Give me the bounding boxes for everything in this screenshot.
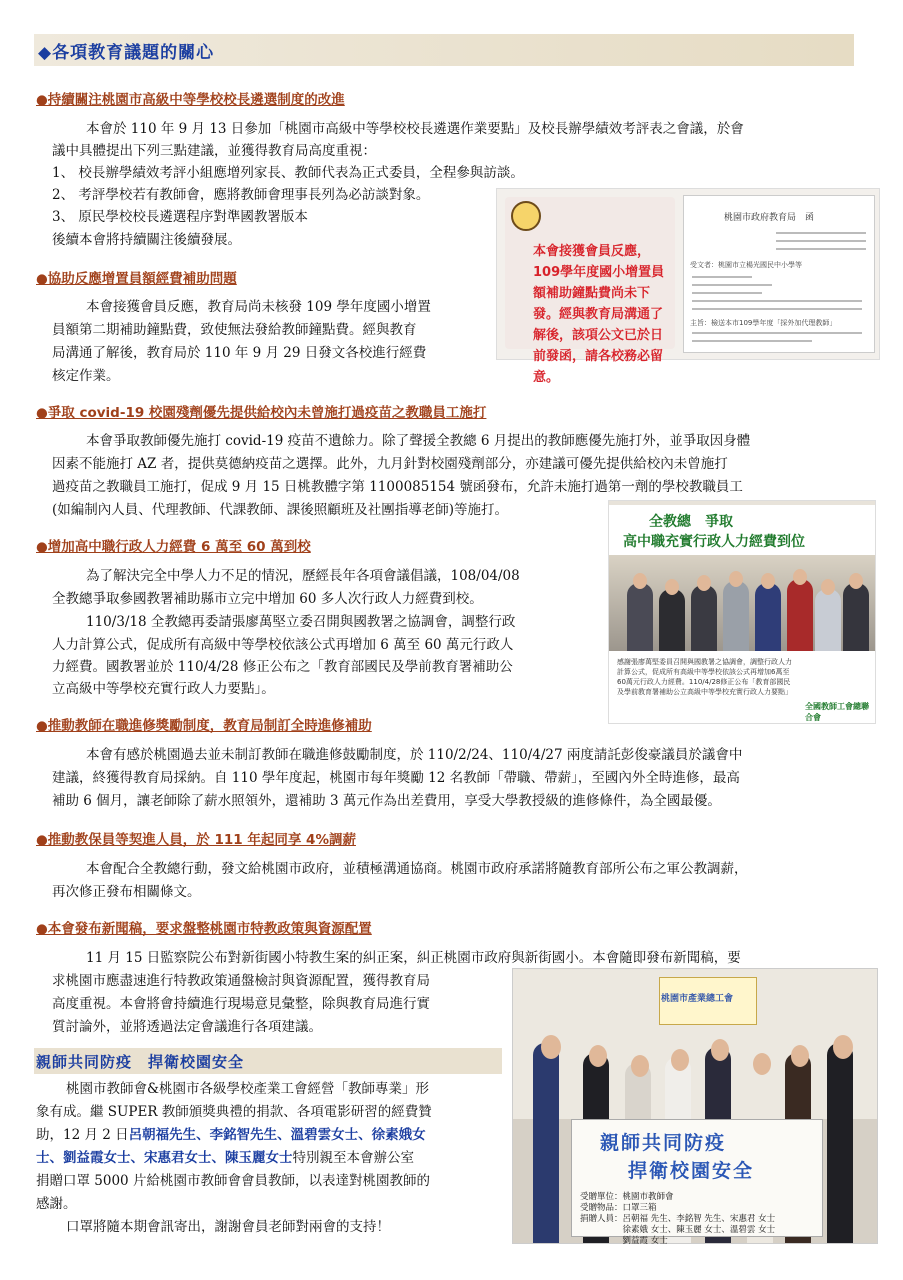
person-figure: [815, 589, 841, 653]
person-head: [631, 1055, 649, 1077]
paragraph-line: 局溝通了解後，教育局於 110 年 9 月 29 日發文各校進行經費: [52, 345, 427, 361]
person-head: [697, 575, 711, 591]
person-figure: [533, 1043, 559, 1243]
paragraph-line: 本會於 110 年 9 月 13 日參加「桃園市高級中等學校校長遴選作業要點」及校長辦學績效考評表之會議，於會: [86, 121, 744, 137]
paragraph-line: 本會配合全教總行動，發文給桃園市政府，並積極溝通協商。桃園市政府承諾將隨教育部所公布之軍公教調薪，: [86, 861, 748, 877]
group-photo: [609, 555, 875, 653]
text-span: 助，12 月 2 日: [36, 1127, 129, 1143]
paragraph-line: 口罩將隨本期會訊寄出，謝謝會員老師對兩會的支持！: [66, 1219, 390, 1235]
paragraph-line: 議中具體提出下列三點建議，並獲得教育局高度重視：: [52, 143, 376, 159]
person-figure: [659, 589, 685, 653]
paragraph-line: [36, 1124, 426, 1146]
paragraph-line: 因素不能施打 AZ 者，提供莫德納疫苗之選擇。此外，九月針對校園殘劑部分，亦建議可優先提供給校內未曾施打: [52, 456, 728, 472]
union-logo: 全國教師工會總聯合會: [805, 702, 869, 722]
banner-line1: 親師共同防疫: [600, 1132, 727, 1154]
paragraph-line: 立高級中等學校充實行政人力要點」。: [52, 681, 275, 697]
paragraph-line: 高度重視。本會將會持續進行現場意見彙整，除與教育局進行實: [52, 996, 430, 1012]
lightbulb-icon: [511, 201, 541, 231]
paragraph-line: 補助 6 個月，讓老師除了薪水照領外，還補助 3 萬元作為出差費用，享受大學教授級的進修條件，為全國最優。: [52, 793, 721, 809]
person-figure: [843, 583, 869, 653]
paragraph-line: 質討論外，並將透過法定會議進行各項建議。: [52, 1019, 322, 1035]
paragraph-line: (如編制內人員、代理教師、代課教師、課後照顧班及社團指導老師)等施打。: [52, 502, 509, 518]
document-subject: 主旨：檢送本市109學年度「採外加代理教師」: [690, 319, 837, 327]
banner-line2: 捍衛校園安全: [628, 1160, 755, 1182]
paragraph-line: 人力計算公式，促成所有高級中等學校依該公式再增加 6 萬至 60 萬元行政人: [52, 637, 514, 653]
notice-text: 本會接獲會員反應，109學年度國小增置員額補助鐘點費尚未下發。經與教育局溝通了解後，該項公文已於日前發函，請各校務必留意。: [533, 244, 665, 385]
paragraph-line: 桃園市教師會&桃園市各級學校產業工會經營「教師專業」形: [66, 1081, 430, 1097]
wall-sign-text: 桃園市產業總工會: [661, 994, 734, 1004]
person-figure: [723, 581, 749, 653]
donation-photo: [512, 968, 878, 1244]
paragraph-line: 捐贈口罩 5000 片給桃園市教師會會員教師，以表達對桃園教師的: [36, 1173, 430, 1189]
list-item: 1、 校長辦學績效考評小組應增列家長、教師代表為正式委員，全程參與訪談。: [52, 165, 524, 181]
person-head: [761, 573, 775, 589]
section-heading-admin-funds: ●增加高中職行政人力經費 6 萬至 60 萬到校: [36, 539, 311, 555]
person-head: [589, 1045, 607, 1067]
paragraph-line: 本會有感於桃園過去並未制訂教師在職進修鼓勵制度，於 110/2/24、110/4/27 兩度請託彭俊豪議員於議會中: [86, 747, 743, 763]
official-document: [683, 195, 875, 353]
paragraph-line: 110/3/18 全教總再委請張廖萬堅立委召開與國教署之協調會，調整行政: [86, 614, 516, 630]
paragraph-line: 本會接獲會員反應，教育局尚未核發 109 學年度國小增置: [86, 299, 431, 315]
paragraph-line: 建議，終獲得教育局採納。自 110 學年度起，桃園市每年獎勵 12 名教師「帶職、帶薪」，至國內外全時進修，最高: [52, 770, 740, 786]
paragraph-line: [36, 1147, 414, 1169]
person-figure: [627, 583, 653, 653]
document-line: [692, 332, 862, 334]
section-heading-principal-selection: ●持續關注桃園市高級中等學校校長遴選制度的改進: [36, 92, 345, 108]
document-line: [776, 232, 866, 234]
info-line: 受贈單位：桃園市教師會: [580, 1192, 674, 1202]
document-line: [692, 300, 862, 302]
paragraph-line: 為了解決完全中學人力不足的情況，歷經長年各項會議倡議，108/04/08: [86, 568, 520, 584]
paragraph-line: 核定作業。: [52, 368, 120, 384]
paragraph-line: 再次修正發布相關條文。: [52, 884, 201, 900]
donor-names: 士、劉益霞女士、宋惠君女士、陳玉麗女士: [36, 1150, 293, 1166]
paragraph-line: 象有成。繼 SUPER 教師頒獎典禮的捐款、各項電影研習的經費贊: [36, 1104, 432, 1120]
info-line: 徐素娥 女士、陳玉麗 女士、溫碧雲 女士: [580, 1225, 776, 1235]
document-line: [692, 292, 762, 294]
text-span: 特別親至本會辦公室: [292, 1150, 414, 1166]
paragraph-line: 後續本會將持續關注後續發展。: [52, 232, 241, 248]
person-head: [833, 1035, 853, 1059]
paragraph-line: 求桃園市應盡速進行特教政策通盤檢討與資源配置，獲得教育局: [52, 973, 430, 989]
donation-banner: [571, 1119, 823, 1246]
paragraph-line: 力經費。國教署並於 110/4/28 修正公布之「教育部國民及學前教育署補助公: [52, 659, 513, 675]
document-recipient: 受文者：桃園市立楊光國民中小學等: [690, 261, 802, 269]
photo-caption: 感謝張廖萬堅委員召開與國教署之協調會，調整行政人力計算公式，促成所有高級中等學校依該公式再增加6萬至60萬元行政人力經費。110/4/28修正公布「教育部國民及學前教育署補助公立高級中等學校充實行政人力要點」: [617, 658, 792, 696]
section-heading-staffing-funds: ●協助反應增置員額經費補助問題: [36, 271, 237, 287]
paragraph-line: 員額第二期補助鐘點費，致使無法發給教師鐘點費。經與教育: [52, 322, 417, 338]
person-figure: [755, 583, 781, 653]
section-heading-special-education: ●本會發布新聞稿，要求盤整桃園市特教政策與資源配置: [36, 921, 372, 937]
person-head: [711, 1039, 729, 1061]
document-line: [776, 240, 866, 242]
list-item: 2、 考評學校若有教師會，應將教師會理事長列為必訪談對象。: [52, 187, 430, 203]
section-heading-covid-vaccine: ●爭取 covid-19 校園殘劑優先提供給校內未曾施打過疫苗之教職員工施打: [36, 405, 487, 421]
photo-caption-area: [609, 651, 875, 723]
paragraph-line: 本會爭取教師優先施打 covid-19 疫苗不遺餘力。除了聲援全教總 6 月提出的教師應優先施打外，並爭取因身體: [86, 433, 751, 449]
person-head: [821, 579, 835, 595]
photo-banner-line1: 全教總 爭取: [649, 514, 733, 530]
photo-banner-line2: 高中職充實行政人力經費到位: [623, 534, 805, 550]
donation-info: [580, 1192, 775, 1247]
info-line: 捐贈人員：呂朝福 先生、李銘智 先生、宋惠君 女士: [580, 1214, 776, 1224]
person-figure: [827, 1043, 853, 1243]
person-head: [671, 1049, 689, 1071]
section-heading-inservice-study: ●推動教師在職進修獎勵制度，教育局制訂全時進修補助: [36, 718, 372, 734]
person-head: [791, 1045, 809, 1067]
person-head: [729, 571, 743, 587]
admin-funds-photo: [608, 500, 876, 724]
info-line: 劉益霞 女士: [580, 1236, 668, 1246]
section-heading-salary-raise: ●推動教保員等契進人員，於 111 年起同享 4%調薪: [36, 832, 356, 848]
person-head: [633, 573, 647, 589]
document-line: [692, 308, 862, 310]
donor-names: 呂朝福先生、李銘智先生、溫碧雲女士、徐素娥女: [128, 1127, 426, 1143]
list-item: 3、 原民學校校長遴選程序對準國教署版本: [52, 209, 308, 225]
person-head: [849, 573, 863, 589]
person-figure: [787, 579, 813, 653]
paragraph-line: 11 月 15 日監察院公布對新街國小特教生案的糾正案，糾正桃園市政府與新街國小。本會隨即發布新聞稿，要: [86, 950, 741, 966]
paragraph-line: 全教總爭取參國教署補助縣市立完中增加 60 多人次行政人力經費到校。: [52, 591, 483, 607]
paragraph-line: 感謝。: [36, 1196, 77, 1212]
document-title: 桃園市政府教育局 函: [724, 213, 815, 223]
person-figure: [691, 585, 717, 653]
document-line: [692, 276, 752, 278]
info-line: 受贈物品：口罩三箱: [580, 1203, 657, 1213]
person-head: [793, 569, 807, 585]
notice-image: [496, 188, 880, 385]
notice-card: [505, 197, 675, 385]
person-head: [665, 579, 679, 595]
document-line: [776, 248, 866, 250]
page-title: ◆各項教育議題的關心: [38, 43, 215, 63]
paragraph-line: 過疫苗之教職員工施打，促成 9 月 15 日桃教體字第 1100085154 號函發布，允許未施打過第一劑的學校教職員工: [52, 479, 743, 495]
section-title-epidemic-prevention: 親師共同防疫 捍衛校園安全: [36, 1053, 245, 1071]
photo-banner: [609, 505, 875, 555]
person-head: [753, 1053, 771, 1075]
document-line: [692, 340, 812, 342]
document-line: [692, 284, 772, 286]
person-head: [541, 1035, 561, 1059]
